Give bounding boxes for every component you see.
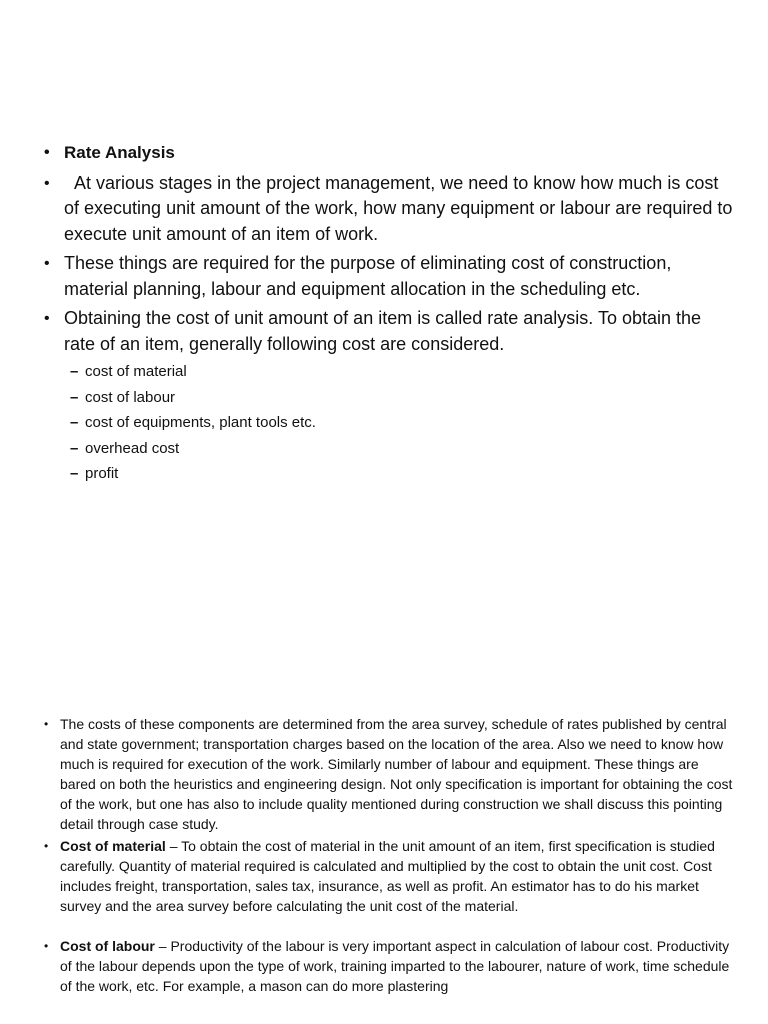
slide2-bullet-components: • The costs of these components are determined from the area survey, schedule of rates published by central and state government; transportation charges based on the location of the area. Also we need to know how much is required for execution of the work. Similarly number of labour and equipment. These things are bared on both the heuristics and engineering design. Not only specification is important for obtaining the cost of the work, but one has also to include quality mentioned during construction we shall discuss this pointing detail through case study. [44,714,734,834]
slide1-bullet-list [44,140,734,491]
slide1-bullet-2: • These things are required for the purpose of eliminating cost of construction, material planning, labour and equipment allocation in the scheduling etc. [44,251,734,302]
sub-item-cost-of-equipments: – cost of equipments, plant tools etc. [70,410,734,436]
sub-item-cost-of-material: – cost of material [70,359,734,385]
sub-item-overhead-cost: – overhead cost [70,436,734,462]
slide-cost-components [0,700,768,1024]
slide1-bullet-1: • At various stages in the project management, we need to know how much is cost of executing unit amount of the work, how many equipment or labour are required to execute unit amount of an item of work. [44,171,734,248]
slide1-title: • Rate Analysis [44,140,734,166]
slide2-bullet-list [44,714,734,998]
slide2-bullet-cost-of-labour: • Cost of labour – Productivity of the labour is very important aspect in calculation of labour cost. Productivity of the labour depends upon the type of work, training imparted to the labourer, nature of work, time schedule of the work, etc. For example, a mason can do more plastering [44,936,734,996]
sub-item-profit: – profit [70,461,734,487]
cost-components-list [64,359,734,487]
slide2-bullet-cost-of-material: • Cost of material – To obtain the cost of material in the unit amount of an item, first specification is studied carefully. Quantity of material required is calculated and multiplied by the cost to obtain the unit cost. Cost includes freight, transportation, sales tax, insurance, as well as profit. An estimator has to do his market survey and the area survey before calculating the unit cost of the material. [44,836,734,916]
sub-item-cost-of-labour: – cost of labour [70,385,734,411]
cost-of-labour-heading: Cost of labour [60,938,155,954]
cost-of-material-heading: Cost of material [60,838,166,854]
slide1-bullet-3: • Obtaining the cost of unit amount of an item is called rate analysis. To obtain the rate of an item, generally following cost are considered. – cost of material – cost of labour – cost of equipments, plant tools etc. – overhead cost – profit [44,306,734,487]
